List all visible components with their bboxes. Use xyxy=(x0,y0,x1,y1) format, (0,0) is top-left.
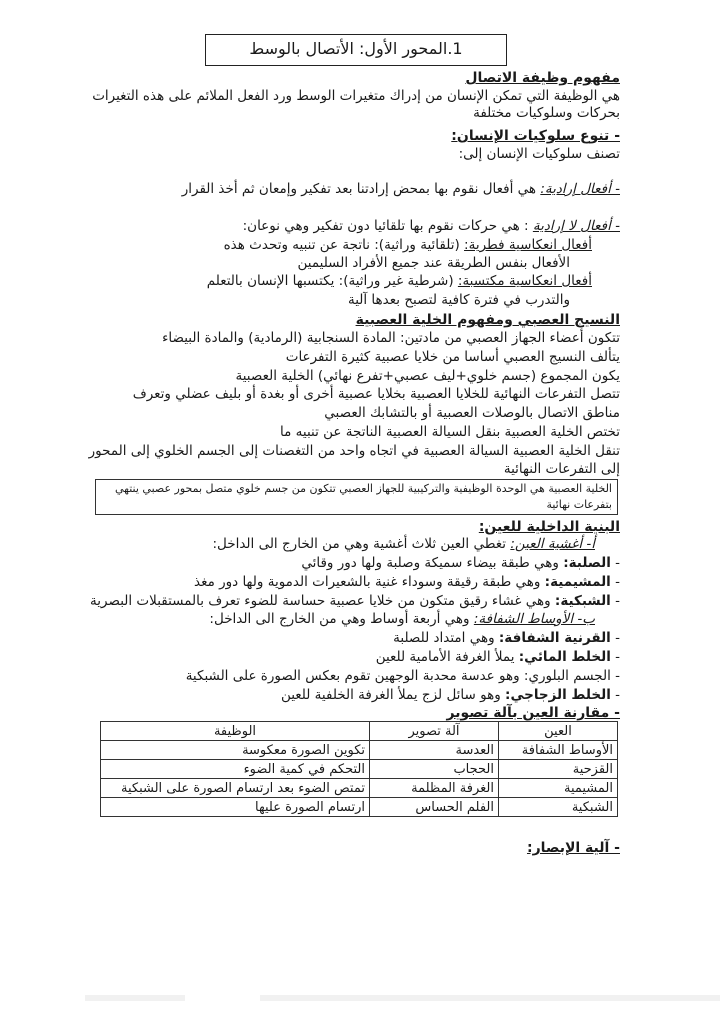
term-label: الشبكية: xyxy=(554,593,611,609)
paragraph-line: والتدرب في فترة كافية لتصبح بعدها آلية xyxy=(347,292,570,308)
heading-eye-camera-comparison: - مقارنة العين بآلة تصوير xyxy=(446,705,620,721)
retina-line xyxy=(90,593,620,609)
table-cell: المشيمية xyxy=(499,779,618,798)
paragraph-line: تتصل التفرعات النهائية للخلايا العصبية بخلايا عصبية أخرى أو بغدة أو بليف عضلي وتعرف xyxy=(132,386,620,402)
definition-text: الخلية العصبية هي الوحدة الوظيفية والتركيبية للجهاز العصبي تتكون من جسم خلوي متصل بمحور عصبي ينتهي بتفرعات نهائية xyxy=(115,482,612,511)
choroid-line xyxy=(95,574,620,590)
paragraph-line: بحركات وسلوكيات مختلفة xyxy=(473,105,620,121)
bullet: - xyxy=(610,668,620,684)
table-cell: الحجاب xyxy=(370,760,499,779)
bullet: - xyxy=(610,649,620,665)
bullet: - xyxy=(610,555,620,571)
bullet: - xyxy=(610,574,620,590)
term-label: المشيمية: xyxy=(544,574,611,590)
acquired-reflex-line xyxy=(95,273,592,289)
table-cell: العدسة xyxy=(370,741,499,760)
table-cell: تكوين الصورة معكوسة xyxy=(101,741,370,760)
term-text: الجسم البلوري: وهو عدسة محدبة الوجهين تقوم بعكس الصورة على الشبكية xyxy=(185,668,611,684)
paragraph-line: هي الوظيفة التي تمكن الإنسان من إدراك متغيرات الوسط ورد الفعل الملائم على هذه التغيرات xyxy=(92,88,620,104)
paragraph-line: يكون المجموع (جسم خلوي+ليف عصبي+تفرع نهائي) الخلية العصبية xyxy=(235,368,620,384)
paragraph-line: تتكون أعضاء الجهاز العصبي من مادتين: المادة السنجابية (الرمادية) والمادة البيضاء xyxy=(162,330,620,346)
term-text: تغطي العين ثلاث أغشية وهي من الخارج الى الداخل: xyxy=(212,536,511,552)
table-cell: الشبكية xyxy=(499,798,618,817)
term-label: ب- الأوساط الشفافة: xyxy=(473,611,595,627)
column-header: العين xyxy=(499,722,618,741)
involuntary-acts-line xyxy=(95,218,620,234)
footer-divider xyxy=(260,995,720,1001)
bullet: - xyxy=(610,687,620,703)
term-label: - أفعال لا إرادية xyxy=(532,218,620,234)
heading-communication-function: مفهوم وظيفة الاتصال xyxy=(465,70,620,86)
term-label: الخلط الزجاجي: xyxy=(505,687,611,703)
term-label: القرنية الشفافة: xyxy=(498,630,611,646)
paragraph-line: تختص الخلية العصبية بنقل السيالة العصبية الناتجة عن تنبيه ما xyxy=(280,424,620,440)
table-row xyxy=(101,798,618,817)
term-text: يملأ الغرفة الأمامية للعين xyxy=(375,649,519,665)
table-cell: التحكم في كمية الضوء xyxy=(101,760,370,779)
term-text: وهي غشاء رقيق متكون من خلايا عصبية حساسة للضوء تعرف بالمستقبلات البصرية xyxy=(90,593,555,609)
lens-line xyxy=(95,668,620,684)
transparent-media-line xyxy=(95,611,595,627)
innate-reflex-line xyxy=(95,237,592,253)
paragraph-line: مناطق الاتصال بالوصلات العصبية أو بالتشابك العصبي xyxy=(324,405,620,421)
term-text: وهي أربعة أوساط وهي من الخارج الى الداخل: xyxy=(209,611,474,627)
term-label: أفعال انعكاسية مكتسبة: xyxy=(457,273,592,289)
column-header: الوظيفة xyxy=(101,722,370,741)
table-cell: ارتسام الصورة عليها xyxy=(101,798,370,817)
paragraph-line: يتألف النسيج العصبي أساسا من خلايا عصبية كثيرة التفرعات xyxy=(285,349,620,365)
voluntary-acts-line xyxy=(95,181,620,197)
sclera-line xyxy=(95,555,620,571)
bullet: - xyxy=(610,593,620,609)
table-cell: تمتص الضوء بعد ارتسام الصورة على الشبكية xyxy=(101,779,370,798)
table-cell: الأوساط الشفافة xyxy=(499,741,618,760)
heading-nervous-tissue: النسيج العصبي ومفهوم الخلية العصبية xyxy=(355,312,620,328)
table-row xyxy=(101,779,618,798)
term-text: وهي طبقة رقيقة وسوداء غنية بالشعيرات الدموية ولها دور مغذ xyxy=(193,574,545,590)
term-text: هي أفعال نقوم بها بمحض إرادتنا بعد تفكير وإمعان ثم أخذ القرار xyxy=(181,181,541,197)
heading-behaviors: - تنوع سلوكيات الإنسان: xyxy=(451,128,620,144)
paragraph-line: تصنف سلوكيات الإنسان إلى: xyxy=(458,146,620,162)
term-text: وهو سائل لزج يملأ الغرفة الخلفية للعين xyxy=(280,687,506,703)
table-header-row xyxy=(101,722,618,741)
table-row xyxy=(101,741,618,760)
aqueous-line xyxy=(95,649,620,665)
term-label: أ- أغشية العين: xyxy=(510,536,595,552)
heading-eye-structure: البنية الداخلية للعين: xyxy=(478,519,620,535)
cornea-line xyxy=(95,630,620,646)
term-text: : هي حركات نقوم بها تلقائيا دون تفكير وهي نوعان: xyxy=(242,218,533,234)
paragraph-line: تنقل الخلية العصبية السيالة العصبية في اتجاه واحد من التغصنات إلى الجسم الخلوي إلى المحور xyxy=(88,443,620,459)
table-row xyxy=(101,760,618,779)
paragraph-line: الأفعال بنفس الطريقة عند جميع الأفراد السليمين xyxy=(297,255,570,271)
bullet: - xyxy=(610,630,620,646)
paragraph-line: إلى التفرعات النهائية xyxy=(503,461,620,477)
column-header: آلة تصوير xyxy=(370,722,499,741)
eye-membranes-line xyxy=(95,536,595,552)
footer-divider xyxy=(85,995,185,1001)
term-label: - أفعال إرادية: xyxy=(540,181,620,197)
term-label: الصلبة: xyxy=(563,555,611,571)
comparison-table xyxy=(100,721,618,817)
term-label: أفعال انعكاسية فطرية: xyxy=(464,237,592,253)
term-text: (تلقائية وراثية): ناتجة عن تنبيه وتحدث هذه xyxy=(223,237,465,253)
term-text: (شرطية غير وراثية): يكتسبها الإنسان بالتعلم xyxy=(206,273,458,289)
heading-vision-mechanism: - آلية الإبصار: xyxy=(526,840,620,856)
term-text: وهي امتداد للصلبة xyxy=(393,630,499,646)
term-text: وهي طبقة بيضاء سميكة وصلبة ولها دور وقائي xyxy=(301,555,564,571)
definition-box xyxy=(95,479,618,515)
vitreous-line xyxy=(95,687,620,703)
page-title: 1.المحور الأول: الأتصال بالوسط xyxy=(205,34,507,66)
table-cell: القزحية xyxy=(499,760,618,779)
table-cell: الغرفة المظلمة xyxy=(370,779,499,798)
term-label: الخلط المائي: xyxy=(518,649,611,665)
table-cell: الفلم الحساس xyxy=(370,798,499,817)
